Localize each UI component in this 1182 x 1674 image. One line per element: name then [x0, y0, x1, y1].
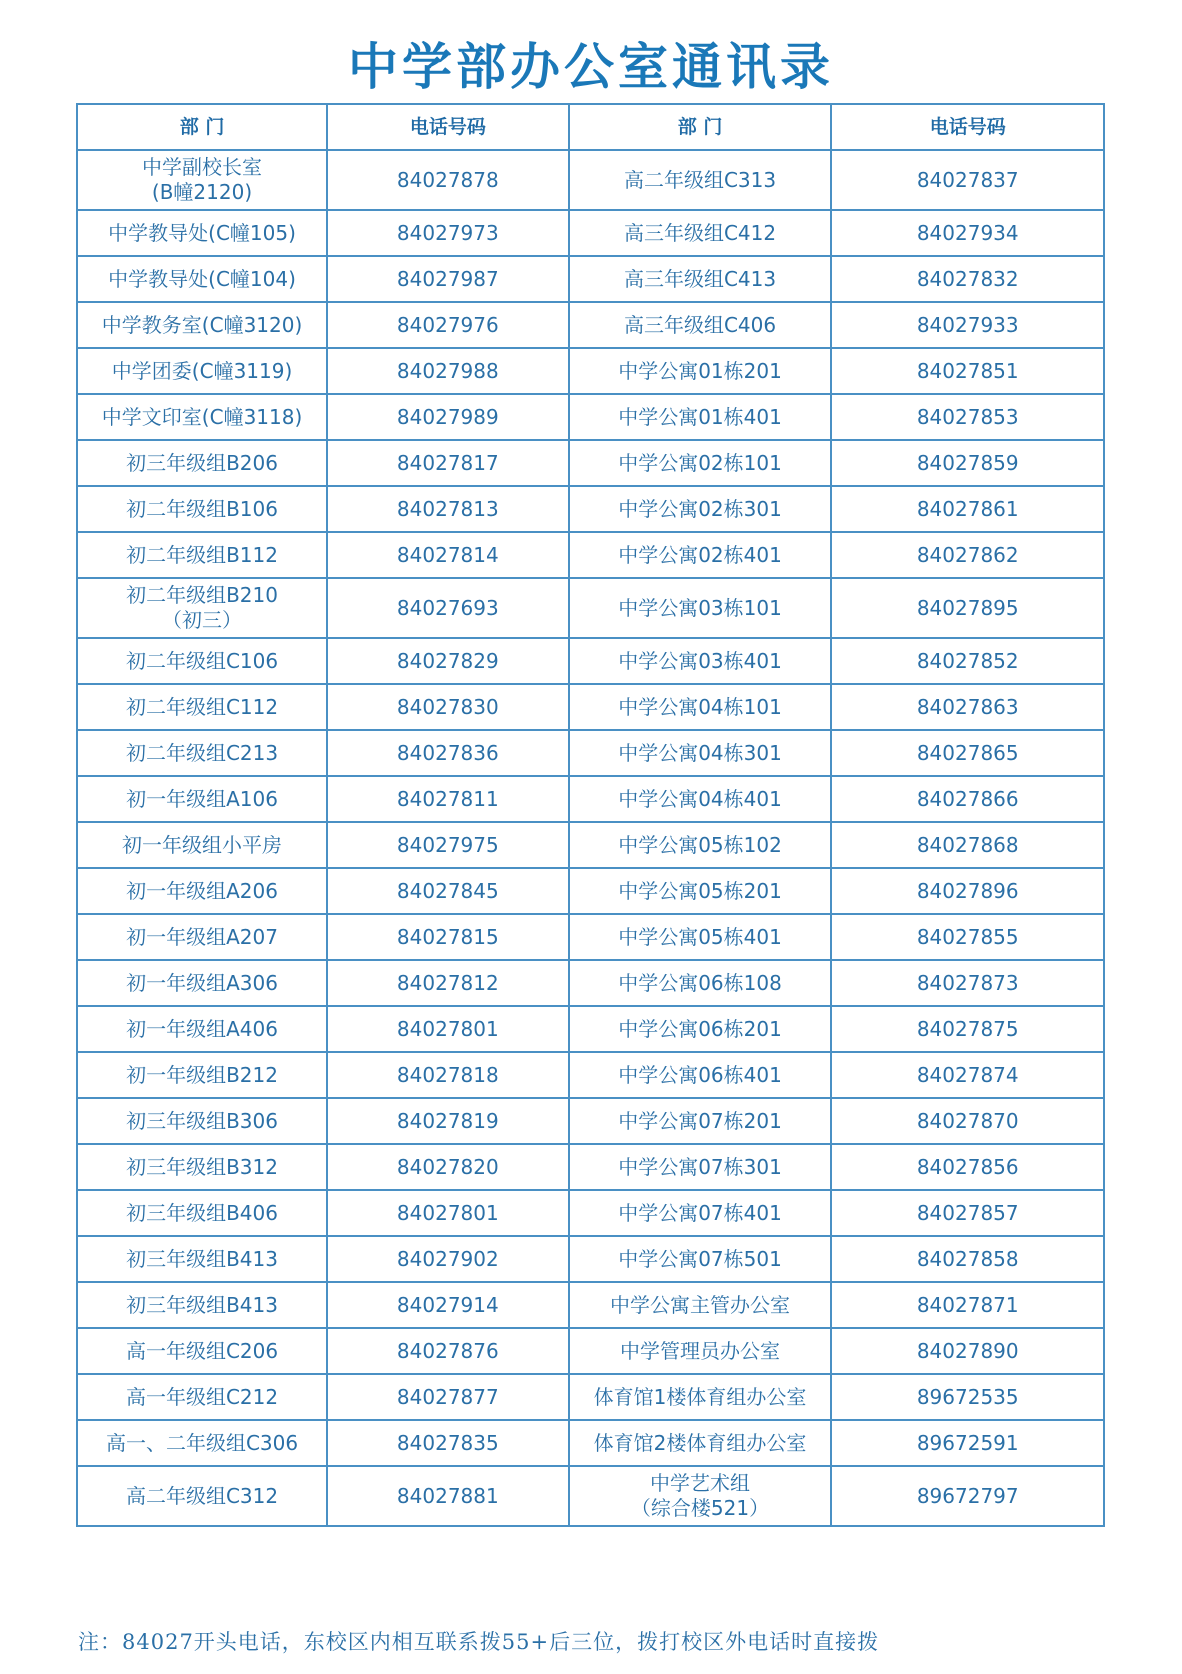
footnote: 注：84027开头电话，东校区内相互联系拨55+后三位，拨打校区外电话时直接拨: [78, 1630, 880, 1654]
table-row: [77, 776, 1104, 822]
right-dept-cell: [569, 1236, 832, 1282]
table-row: [77, 1006, 1104, 1052]
table-row: [77, 1190, 1104, 1236]
right-dept-cell: [569, 730, 832, 776]
table-row: [77, 822, 1104, 868]
left-dept-name: 初二年级组C106: [125, 648, 279, 673]
right-phone-cell: 84027858: [831, 1236, 1104, 1282]
right-phone-cell: 84027832: [831, 256, 1104, 302]
left-phone-cell: 84027801: [327, 1006, 569, 1052]
table-row: [77, 638, 1104, 684]
right-phone-cell: 84027856: [831, 1144, 1104, 1190]
table-row: [77, 1374, 1104, 1420]
left-dept-cell: [77, 302, 327, 348]
table-row: [77, 256, 1104, 302]
left-phone-cell: 84027813: [327, 486, 569, 532]
left-phone-cell: 84027830: [327, 684, 569, 730]
left-dept-cell: [77, 1190, 327, 1236]
header-phone-right: 电话号码: [831, 104, 1104, 150]
right-dept-name: 中学管理员办公室: [620, 1338, 781, 1363]
table-row: [77, 960, 1104, 1006]
right-dept-name: 中学公寓04栋401: [618, 786, 782, 811]
left-dept-cell: [77, 532, 327, 578]
table-row: [77, 868, 1104, 914]
left-phone-cell: 84027829: [327, 638, 569, 684]
right-dept-cell: [569, 394, 832, 440]
right-dept-sub: （综合楼521）: [630, 1496, 770, 1520]
left-phone-cell: 84027836: [327, 730, 569, 776]
right-dept-name: 中学公寓02栋101: [618, 450, 782, 475]
right-phone-cell: 84027874: [831, 1052, 1104, 1098]
left-dept-cell: [77, 210, 327, 256]
right-dept-name: 中学公寓03栋101: [618, 595, 782, 620]
left-dept-name: 中学教务室(C幢3120): [101, 312, 303, 337]
left-phone-cell: 84027820: [327, 1144, 569, 1190]
right-phone-cell: 84027895: [831, 578, 1104, 638]
left-dept-name: 初二年级组B106: [126, 496, 278, 521]
left-phone-cell: 84027801: [327, 1190, 569, 1236]
left-dept-name: 高一、二年级组C306: [105, 1430, 299, 1455]
right-dept-cell: [569, 302, 832, 348]
left-dept-name: 高二年级组C312: [125, 1483, 279, 1508]
right-dept-name: 体育馆1楼体育组办公室: [593, 1384, 807, 1409]
right-phone-cell: 84027875: [831, 1006, 1104, 1052]
right-phone-cell: 84027853: [831, 394, 1104, 440]
right-dept-name: 中学公寓05栋201: [618, 878, 782, 903]
left-phone-cell: 84027812: [327, 960, 569, 1006]
right-dept-name: 中学公寓07栋301: [618, 1154, 782, 1179]
right-phone-cell: 84027857: [831, 1190, 1104, 1236]
right-dept-name: 中学公寓07栋501: [618, 1246, 782, 1271]
left-dept-cell: [77, 1098, 327, 1144]
right-dept-cell: [569, 532, 832, 578]
right-phone-cell: 84027851: [831, 348, 1104, 394]
right-dept-cell: [569, 1052, 832, 1098]
right-phone-cell: 84027868: [831, 822, 1104, 868]
left-dept-name: 初一年级组A306: [126, 970, 278, 995]
left-dept-cell: [77, 776, 327, 822]
right-dept-name: 中学公寓07栋201: [618, 1108, 782, 1133]
right-dept-name: 中学公寓05栋102: [618, 832, 782, 857]
left-dept-name: 初三年级组B306: [126, 1108, 278, 1133]
right-phone-cell: 89672797: [831, 1466, 1104, 1526]
right-dept-name: 高三年级组C412: [623, 220, 777, 245]
table-row: [77, 1420, 1104, 1466]
table-row: [77, 302, 1104, 348]
left-phone-cell: 84027987: [327, 256, 569, 302]
header-row: [77, 104, 1104, 150]
left-dept-name: 初二年级组C213: [125, 740, 279, 765]
left-phone-cell: 84027814: [327, 532, 569, 578]
left-dept-cell: [77, 486, 327, 532]
table-row: [77, 394, 1104, 440]
left-dept-name: 初三年级组B206: [126, 450, 278, 475]
right-phone-cell: 84027871: [831, 1282, 1104, 1328]
right-dept-cell: [569, 440, 832, 486]
left-dept-cell: [77, 960, 327, 1006]
right-dept-cell: [569, 960, 832, 1006]
left-dept-name: 初二年级组B210: [126, 583, 278, 607]
table-row: [77, 684, 1104, 730]
left-dept-sub: （初三）: [162, 608, 243, 632]
left-phone-cell: 84027819: [327, 1098, 569, 1144]
left-dept-name: 初三年级组B312: [126, 1154, 278, 1179]
left-dept-cell: [77, 348, 327, 394]
right-dept-name: 中学公寓02栋401: [618, 542, 782, 567]
right-dept-cell: [569, 1144, 832, 1190]
table-row: [77, 210, 1104, 256]
left-dept-cell: [77, 914, 327, 960]
right-dept-cell: [569, 638, 832, 684]
right-phone-cell: 84027933: [831, 302, 1104, 348]
left-dept-name: 初二年级组C112: [125, 694, 279, 719]
right-phone-cell: 84027865: [831, 730, 1104, 776]
left-dept-name: 初三年级组B413: [126, 1246, 278, 1271]
left-dept-cell: [77, 1282, 327, 1328]
right-dept-name: 中学艺术组: [650, 1471, 751, 1495]
right-dept-cell: [569, 868, 832, 914]
left-dept-cell: [77, 1006, 327, 1052]
directory-table: [76, 103, 1105, 1527]
right-phone-cell: 84027863: [831, 684, 1104, 730]
table-row: [77, 532, 1104, 578]
left-dept-cell: [77, 440, 327, 486]
left-dept-cell: [77, 1236, 327, 1282]
table-row: [77, 440, 1104, 486]
table-row: [77, 486, 1104, 532]
right-dept-cell: [569, 256, 832, 302]
header-dept-right: 部 门: [569, 104, 832, 150]
table-row: [77, 1144, 1104, 1190]
right-dept-name: 中学公寓06栋401: [618, 1062, 782, 1087]
right-dept-name: 体育馆2楼体育组办公室: [593, 1430, 807, 1455]
right-dept-cell: [569, 1006, 832, 1052]
left-dept-cell: [77, 822, 327, 868]
left-phone-cell: 84027818: [327, 1052, 569, 1098]
right-phone-cell: 84027861: [831, 486, 1104, 532]
left-dept-name: 初一年级组A106: [126, 786, 278, 811]
right-dept-name: 高三年级组C406: [623, 312, 777, 337]
left-phone-cell: 84027989: [327, 394, 569, 440]
right-phone-cell: 84027890: [831, 1328, 1104, 1374]
right-phone-cell: 84027855: [831, 914, 1104, 960]
right-dept-cell: [569, 1190, 832, 1236]
left-dept-cell: [77, 256, 327, 302]
table-row: [77, 730, 1104, 776]
left-phone-cell: 84027878: [327, 150, 569, 210]
right-phone-cell: 84027866: [831, 776, 1104, 822]
left-phone-cell: 84027811: [327, 776, 569, 822]
right-dept-name: 中学公寓02栋301: [618, 496, 782, 521]
right-phone-cell: 84027837: [831, 150, 1104, 210]
table-row: [77, 578, 1104, 638]
right-phone-cell: 84027862: [831, 532, 1104, 578]
header-dept-left: 部 门: [77, 104, 327, 150]
left-dept-cell: [77, 578, 327, 638]
right-dept-cell: [569, 150, 832, 210]
right-dept-cell: [569, 914, 832, 960]
left-dept-cell: [77, 1466, 327, 1526]
left-phone-cell: 84027975: [327, 822, 569, 868]
right-dept-cell: [569, 210, 832, 256]
right-dept-name: 中学公寓04栋301: [618, 740, 782, 765]
left-dept-cell: [77, 868, 327, 914]
left-dept-name: 初三年级组B406: [126, 1200, 278, 1225]
right-phone-cell: 84027852: [831, 638, 1104, 684]
table-row: [77, 914, 1104, 960]
left-phone-cell: 84027815: [327, 914, 569, 960]
table-row: [77, 1052, 1104, 1098]
right-dept-name: 中学公寓06栋201: [618, 1016, 782, 1041]
right-dept-cell: [569, 776, 832, 822]
left-phone-cell: 84027902: [327, 1236, 569, 1282]
right-dept-cell: [569, 822, 832, 868]
left-dept-cell: [77, 150, 327, 210]
left-dept-name: 中学文印室(C幢3118): [101, 404, 303, 429]
left-dept-name: 中学教导处(C幢105): [108, 220, 296, 245]
right-dept-cell: [569, 348, 832, 394]
right-dept-cell: [569, 684, 832, 730]
left-phone-cell: 84027988: [327, 348, 569, 394]
left-phone-cell: 84027817: [327, 440, 569, 486]
right-phone-cell: 89672535: [831, 1374, 1104, 1420]
left-dept-cell: [77, 1144, 327, 1190]
left-dept-name: 初一年级组A207: [126, 924, 278, 949]
right-phone-cell: 84027896: [831, 868, 1104, 914]
right-dept-cell: [569, 1282, 832, 1328]
right-phone-cell: 84027934: [831, 210, 1104, 256]
left-dept-name: 初一年级组A406: [126, 1016, 278, 1041]
right-dept-cell: [569, 1098, 832, 1144]
right-dept-name: 高二年级组C313: [623, 167, 777, 192]
right-phone-cell: 89672591: [831, 1420, 1104, 1466]
left-phone-cell: 84027914: [327, 1282, 569, 1328]
table-row: [77, 1236, 1104, 1282]
right-dept-cell: [569, 1328, 832, 1374]
left-phone-cell: 84027876: [327, 1328, 569, 1374]
table-row: [77, 1098, 1104, 1144]
left-dept-name: 初一年级组A206: [126, 878, 278, 903]
left-phone-cell: 84027881: [327, 1466, 569, 1526]
left-dept-cell: [77, 394, 327, 440]
right-dept-cell: [569, 1466, 832, 1526]
right-dept-name: 中学公寓04栋101: [618, 694, 782, 719]
left-dept-name: 中学团委(C幢3119): [111, 358, 293, 383]
left-dept-cell: [77, 1328, 327, 1374]
right-dept-cell: [569, 578, 832, 638]
left-dept-name: 初一年级组小平房: [122, 832, 283, 857]
page-title: 中学部办公室通讯录: [348, 38, 834, 96]
right-phone-cell: 84027859: [831, 440, 1104, 486]
table-row: [77, 150, 1104, 210]
left-dept-name: 初一年级组B212: [126, 1062, 278, 1087]
right-dept-name: 中学公寓05栋401: [618, 924, 782, 949]
left-dept-cell: [77, 1374, 327, 1420]
right-phone-cell: 84027870: [831, 1098, 1104, 1144]
left-dept-name: 高一年级组C212: [125, 1384, 279, 1409]
right-phone-cell: 84027873: [831, 960, 1104, 1006]
left-dept-name: 高一年级组C206: [125, 1338, 279, 1363]
right-dept-name: 中学公寓07栋401: [618, 1200, 782, 1225]
header-phone-left: 电话号码: [327, 104, 569, 150]
left-dept-cell: [77, 684, 327, 730]
left-dept-cell: [77, 1420, 327, 1466]
right-dept-name: 中学公寓01栋201: [618, 358, 782, 383]
left-phone-cell: 84027877: [327, 1374, 569, 1420]
left-dept-name: 中学副校长室: [142, 155, 263, 179]
left-dept-cell: [77, 638, 327, 684]
right-dept-name: 中学公寓06栋108: [618, 970, 782, 995]
left-dept-sub: (B幢2120): [151, 180, 253, 204]
table-row: [77, 1328, 1104, 1374]
right-dept-cell: [569, 1374, 832, 1420]
right-dept-cell: [569, 486, 832, 532]
left-phone-cell: 84027976: [327, 302, 569, 348]
table-row: [77, 1282, 1104, 1328]
right-dept-name: 高三年级组C413: [623, 266, 777, 291]
left-phone-cell: 84027845: [327, 868, 569, 914]
left-dept-cell: [77, 1052, 327, 1098]
left-dept-name: 中学教导处(C幢104): [108, 266, 296, 291]
left-dept-cell: [77, 730, 327, 776]
left-phone-cell: 84027973: [327, 210, 569, 256]
table-row: [77, 1466, 1104, 1526]
left-dept-name: 初三年级组B413: [126, 1292, 278, 1317]
left-dept-name: 初二年级组B112: [126, 542, 278, 567]
directory-rows: [77, 150, 1104, 1526]
right-dept-cell: [569, 1420, 832, 1466]
left-phone-cell: 84027693: [327, 578, 569, 638]
right-dept-name: 中学公寓03栋401: [618, 648, 782, 673]
table-row: [77, 348, 1104, 394]
right-dept-name: 中学公寓主管办公室: [610, 1292, 791, 1317]
right-dept-name: 中学公寓01栋401: [618, 404, 782, 429]
left-phone-cell: 84027835: [327, 1420, 569, 1466]
